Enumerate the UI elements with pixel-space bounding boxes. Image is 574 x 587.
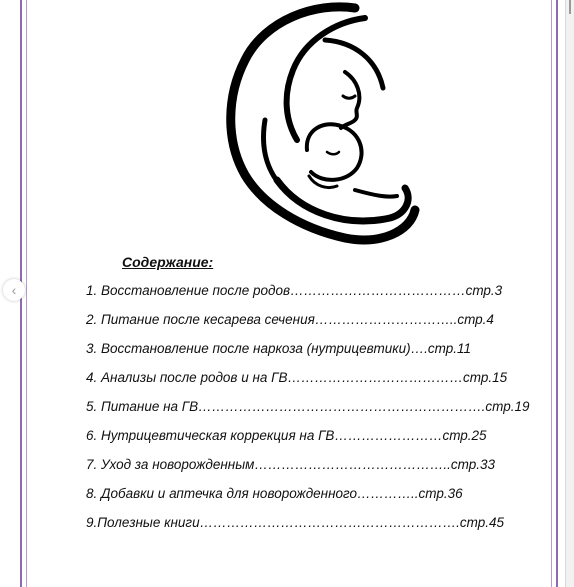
scrollbar-thumb[interactable]: [569, 0, 571, 14]
toc-item: 7. Уход за новорожденным……………………………………..стр.33: [86, 457, 496, 472]
toc-item: 3. Восстановление после наркоза (нутрицевтики)….стр.11: [86, 341, 472, 356]
mother-and-child-illustration: [205, 0, 425, 250]
chevron-left-icon: ‹: [11, 282, 17, 298]
table-of-contents: [86, 281, 530, 542]
toc-item: 4. Анализы после родов и на ГВ…………………………………стр.15: [86, 370, 508, 385]
right-edge-scrollbar[interactable]: [565, 0, 574, 587]
toc-heading: Содержание:: [122, 254, 214, 270]
toc-item: 1. Восстановление после родов…………………………………стр.3: [86, 283, 503, 298]
toc-item: 2. Питание после кесарева сечения…………………………..стр.4: [86, 312, 494, 327]
toc-item: 9.Полезные книги………………………………………………….стр.45: [86, 515, 504, 530]
toc-item: 6. Нутрицевтическая коррекция на ГВ……………………стр.25: [86, 428, 487, 443]
toc-item: 8. Добавки и аптечка для новорожденного…………..стр.36: [86, 486, 463, 501]
toc-item: 5. Питание на ГВ……………………………………………………….стр.19: [86, 399, 530, 414]
previous-button[interactable]: [3, 279, 25, 301]
